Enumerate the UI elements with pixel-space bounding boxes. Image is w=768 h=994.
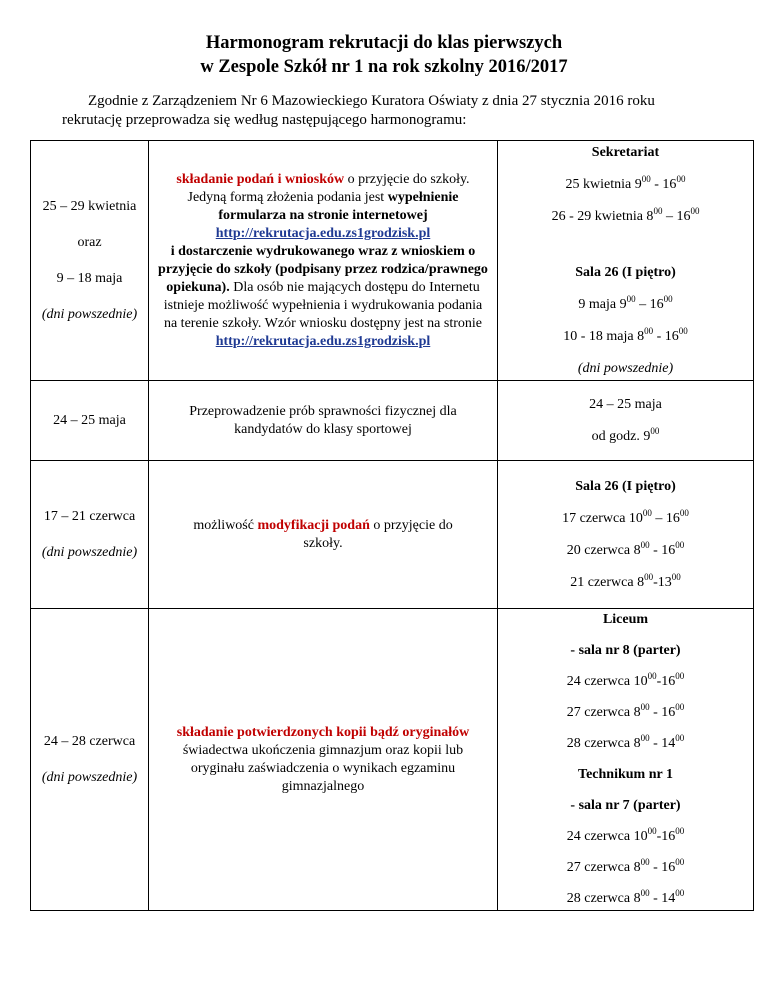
description-cell: [149, 141, 498, 381]
time-line: 28 czerwca $8^{00} - 14^{00}$: [566, 888, 685, 906]
description-cell: [149, 461, 498, 609]
recruitment-link[interactable]: http://rekrutacja.edu.zs1grodzisk.pl: [215, 333, 431, 349]
place-heading: Liceum: [602, 612, 649, 627]
place-cell: [498, 461, 754, 609]
highlight-text: modyfikacji podań: [257, 517, 370, 533]
time-line: 9 maja $9^{00} - 16^{00}$: [578, 293, 673, 312]
highlight-text: składanie potwierdzonych kopii bądź oryginałów: [176, 724, 470, 740]
intro-line-1: Zgodnie z Zarządzeniem Nr 6 Mazowieckiego Kuratora Oświaty z dnia 27 stycznia 2016 roku: [88, 93, 655, 109]
place-cell: [498, 609, 754, 911]
date-text: 9 – 18 maja: [56, 270, 123, 286]
description-cell: [149, 609, 498, 911]
weekdays-note: (dni powszednie): [41, 544, 138, 560]
date-text: 24 – 28 czerwca: [43, 733, 136, 749]
place-heading: Sala 26 (I piętro): [575, 264, 676, 280]
date-text: 17 – 21 czerwca: [43, 508, 136, 524]
time-line: 27 czerwca $8^{00} - 16^{00}$: [566, 702, 685, 720]
time-line: 24 – 25 maja: [589, 396, 662, 412]
date-text: 25 – 29 kwietnia: [42, 198, 137, 214]
description-bold: i dostarczenie wydrukowanego wraz z wnioskiem o przyjęcie do szkoły (podpisany przez rodzica/prawnego opiekuna).: [158, 243, 488, 295]
time-line: 24 czerwca $10^{00}-16^{00}$: [566, 826, 685, 844]
weekdays-note: (dni powszednie): [41, 769, 138, 785]
time-line: 27 czerwca $8^{00} - 16^{00}$: [566, 857, 685, 875]
dates-cell: [31, 609, 149, 911]
time-line: 24 czerwca $10^{00}-16^{00}$: [566, 671, 685, 689]
intro-line-2: rekrutację przeprowadza się według następującego harmonogramu:: [62, 112, 467, 128]
table-row: [31, 381, 754, 461]
highlight-text: składanie podań i wniosków: [176, 171, 345, 187]
description-text: o przyjęcie do szkoły. Jedyną formą złożenia podania jest: [187, 171, 470, 205]
description-text: Przeprowadzenie prób sprawności fizycznej dla kandydatów do klasy sportowej: [189, 403, 457, 437]
description-text: Dla osób nie mających dostępu do Internetu istnieje możliwość wypełnienia i wydrukowania podania na terenie szkoły. Wzór wniosku dostępny jest na stronie: [163, 279, 483, 331]
time-line: od godz. $9^{00}$: [591, 425, 660, 444]
place-heading: Sekretariat: [591, 144, 660, 160]
place-heading: Sala 26 (I piętro): [575, 478, 676, 494]
intro-text: [62, 92, 712, 130]
description-text: o przyjęcie do szkoły.: [303, 517, 453, 551]
weekdays-note: (dni powszednie): [577, 360, 674, 376]
page-subtitle: w Zespole Szkół nr 1 na rok szkolny 2016/2017: [200, 57, 568, 77]
page-title: Harmonogram rekrutacji do klas pierwszych: [205, 33, 563, 53]
description-text: świadectwa ukończenia gimnazjum oraz kopii lub oryginału zaświadczenia o wynikach egzaminu gimnazjalnego: [182, 742, 464, 794]
dates-cell: [31, 461, 149, 609]
place-heading: Technikum nr 1: [578, 767, 673, 782]
place-cell: [498, 381, 754, 461]
time-line: 28 czerwca $8^{00} - 14^{00}$: [566, 733, 685, 751]
description-cell: [149, 381, 498, 461]
time-line: 10 - 18 maja $8^{00} - 16^{00}$: [563, 325, 688, 344]
place-cell: [498, 141, 754, 381]
description-bold: wypełnienie formularza na stronie internetowej: [218, 189, 459, 223]
weekdays-note: (dni powszednie): [41, 306, 138, 322]
description-text: możliwość: [193, 517, 258, 533]
date-text: 24 – 25 maja: [53, 412, 126, 428]
time-line: 20 czerwca $8^{00} - 16^{00}$: [566, 539, 685, 558]
table-row: [31, 609, 754, 911]
time-line: 26 - 29 kwietnia $8^{00} - 16^{00}$: [551, 205, 700, 224]
table-row: [31, 461, 754, 609]
time-line: 21 czerwca $8^{00}-13^{00}$: [570, 571, 681, 590]
room-label: - sala nr 7 (parter): [570, 798, 681, 813]
dates-cell: [31, 141, 149, 381]
date-text: oraz: [77, 234, 102, 250]
time-line: 25 kwietnia $9^{00} - 16^{00}$: [565, 173, 686, 192]
table-row: [31, 141, 754, 381]
time-line: 17 czerwca $10^{00} - 16^{00}$: [562, 507, 689, 526]
recruitment-link[interactable]: http://rekrutacja.edu.zs1grodzisk.pl: [215, 225, 431, 241]
schedule-table: [30, 140, 754, 911]
room-label: - sala nr 8 (parter): [570, 643, 681, 658]
dates-cell: [31, 381, 149, 461]
